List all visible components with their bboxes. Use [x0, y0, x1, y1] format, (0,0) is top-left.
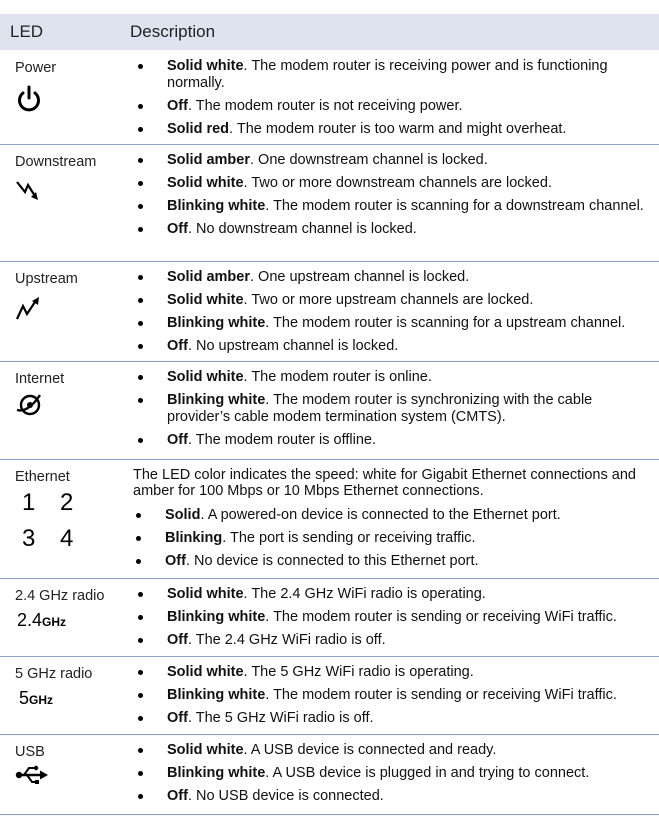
list-item: Solid white. A USB device is connected and ready.	[135, 742, 659, 759]
table-row-internet	[0, 363, 659, 460]
header-led: LED	[10, 22, 44, 41]
led-name: Power	[15, 60, 57, 76]
list-item: Off. The 5 GHz WiFi radio is off.	[135, 710, 659, 727]
internet-icon	[14, 391, 44, 417]
table-row-ethernet	[0, 461, 659, 579]
list-item: Solid red. The modem router is too warm and might overheat.	[135, 121, 659, 138]
wifi-2-4ghz-icon: 2.4GHz	[17, 610, 67, 630]
table-row-usb	[0, 736, 659, 815]
list-item: Solid amber. One downstream channel is locked.	[135, 152, 659, 169]
usb-icon	[14, 764, 50, 786]
led-name: 2.4 GHz radio	[15, 588, 105, 604]
power-icon	[14, 84, 44, 114]
list-item: Solid amber. One upstream channel is locked.	[135, 269, 659, 286]
list-item: Off. No upstream channel is locked.	[135, 338, 659, 355]
table-row-5ghz-radio	[0, 658, 659, 735]
led-name: 5 GHz radio	[15, 666, 93, 682]
list-item: Blinking white. The modem router is sending or receiving WiFi traffic.	[135, 609, 659, 626]
table-row-power	[0, 52, 659, 145]
list-item: Solid white. The modem router is online.	[135, 369, 659, 386]
downstream-icon	[14, 176, 42, 204]
list-item: Off. The 2.4 GHz WiFi radio is off.	[135, 632, 659, 649]
led-description	[135, 586, 659, 655]
list-item: Solid white. Two or more downstream channels are locked.	[135, 175, 659, 192]
wifi-5ghz-icon: 5GHz	[19, 688, 54, 708]
led-name: USB	[15, 744, 45, 760]
led-description	[135, 269, 659, 361]
list-item: Blinking white. The modem router is sending or receiving WiFi traffic.	[135, 687, 659, 704]
led-name: Internet	[15, 371, 65, 387]
port-2-label: 2	[60, 489, 74, 516]
led-description	[135, 369, 659, 455]
list-item: Blinking. The port is sending or receiving traffic.	[133, 530, 659, 547]
list-item: Off. No downstream channel is locked.	[135, 221, 659, 238]
port-3-label: 3	[22, 525, 36, 552]
upstream-icon	[14, 293, 42, 323]
table-header	[0, 14, 659, 50]
table-row-upstream	[0, 263, 659, 362]
ethernet-intro: The LED color indicates the speed: white for Gigabit Ethernet connections and amber for 100 Mbps or 10 Mbps Ethernet connections.	[133, 467, 636, 499]
list-item: Solid white. Two or more upstream channels are locked.	[135, 292, 659, 309]
led-description	[133, 467, 659, 576]
table-row-downstream	[0, 146, 659, 262]
led-name: Downstream	[15, 154, 97, 170]
list-item: Solid. A powered-on device is connected to the Ethernet port.	[133, 507, 659, 524]
list-item: Solid white. The modem router is receiving power and is functioning normally.	[135, 58, 659, 92]
list-item: Solid white. The 5 GHz WiFi radio is operating.	[135, 664, 659, 681]
led-description	[135, 152, 659, 244]
port-1-label: 1	[22, 489, 36, 516]
list-item: Solid white. The 2.4 GHz WiFi radio is operating.	[135, 586, 659, 603]
list-item: Off. The modem router is offline.	[135, 432, 659, 449]
led-description	[135, 742, 659, 811]
list-item: Off. No USB device is connected.	[135, 788, 659, 805]
port-4-label: 4	[60, 525, 74, 552]
header-description: Description	[130, 22, 216, 41]
list-item: Blinking white. The modem router is scanning for a downstream channel.	[135, 198, 659, 215]
list-item: Blinking white. The modem router is synchronizing with the cable provider’s cable modem termination system (CMTS).	[135, 392, 659, 426]
led-name: Ethernet	[15, 469, 70, 485]
led-name: Upstream	[15, 271, 78, 287]
list-item: Blinking white. A USB device is plugged in and trying to connect.	[135, 765, 659, 782]
led-description	[135, 58, 659, 144]
list-item: Off. The modem router is not receiving power.	[135, 98, 659, 115]
list-item: Off. No device is connected to this Ethernet port.	[133, 553, 659, 570]
list-item: Blinking white. The modem router is scanning for a upstream channel.	[135, 315, 659, 332]
table-row-2-4ghz-radio	[0, 580, 659, 657]
ethernet-ports-icon	[20, 487, 90, 557]
led-description	[135, 664, 659, 733]
